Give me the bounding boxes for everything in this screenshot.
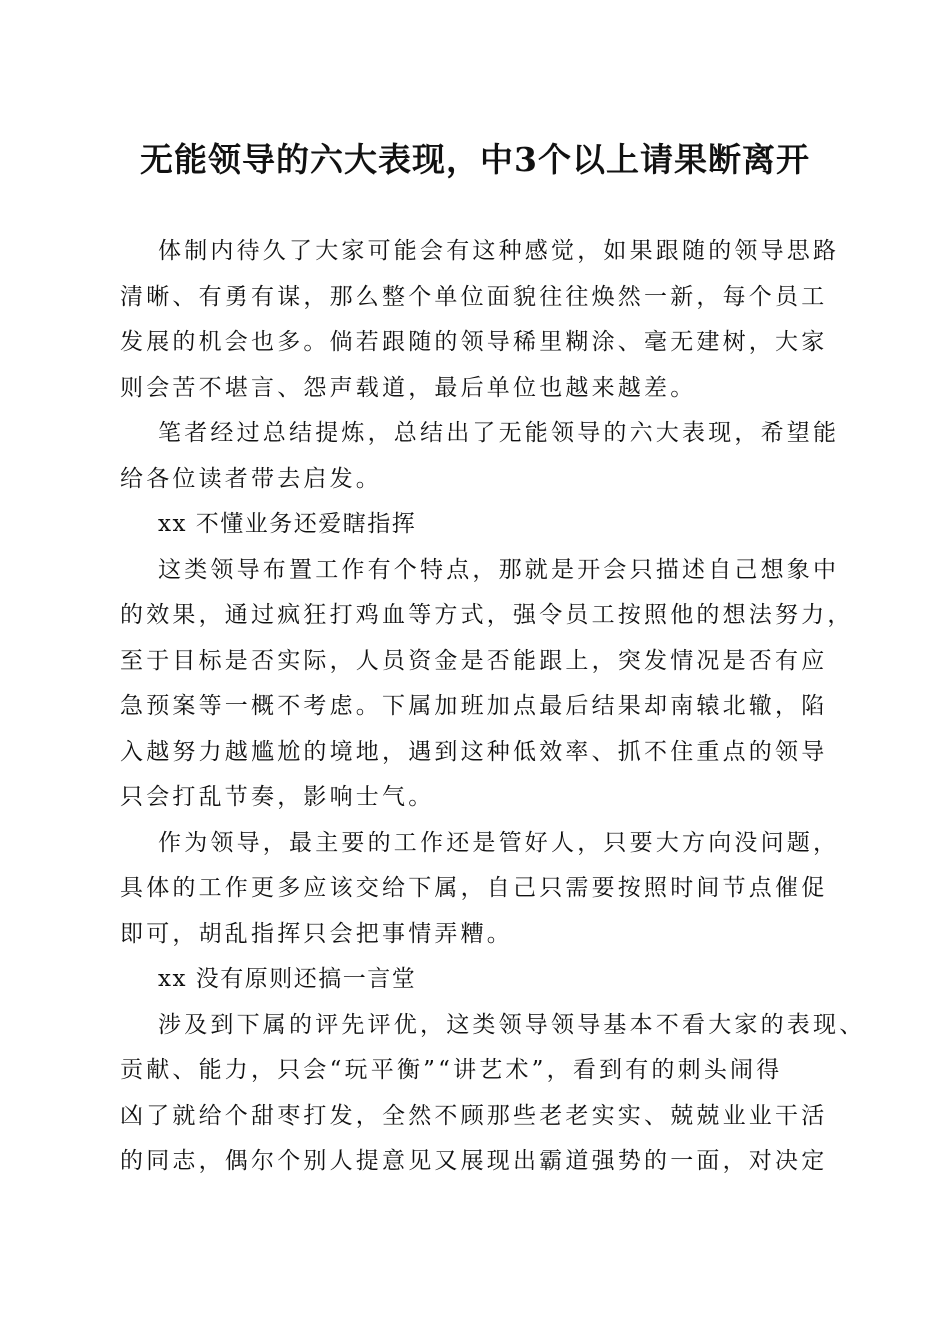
body-line: 体制内待久了大家可能会有这种感觉，如果跟随的领导思路 [158,238,840,264]
body-line: 急预案等一概不考虑。下属加班加点最后结果却南辕北辙，陷 [120,693,828,719]
document-body [120,229,866,1185]
body-line: 作为领导，最主要的工作还是管好人，只要大方向没问题， [158,829,840,856]
body-line: 笔者经过总结提炼，总结出了无能领导的六大表现，希望能 [158,420,840,446]
body-line: 入越努力越尴尬的境地，遇到这种低效率、抓不住重点的领导 [120,738,828,765]
body-line: 涉及到下属的评先评优，这类领导领导基本不看大家的表现、 [158,1011,866,1038]
body-line: 凶了就给个甜枣打发，全然不顾那些老老实实、兢兢业业干活 [120,1102,828,1129]
section-heading: xx 没有原则还搞一言堂 [158,966,417,992]
body-line: 的效果，通过疯狂打鸡血等方式，强令员工按照他的想法努力， [120,602,854,628]
section-heading: xx 不懂业务还爱瞎指挥 [158,511,417,537]
body-line: 的同志，偶尔个别人提意见又展现出霸道强势的一面，对决定 [120,1148,828,1174]
body-line: 给各位读者带去启发。 [120,465,382,492]
body-line: 即可，胡乱指挥只会把事情弄糟。 [120,920,513,947]
body-line: 至于目标是否实际，人员资金是否能跟上，突发情况是否有应 [120,647,828,674]
body-line: 贡献、能力，只会“玩平衡”“讲艺术”，看到有的刺头闹得 [120,1057,783,1083]
body-line: 具体的工作更多应该交给下属，自己只需要按照时间节点催促 [120,875,828,901]
body-line: 发展的机会也多。倘若跟随的领导稀里糊涂、毫无建树，大家 [120,329,828,355]
body-line: 只会打乱节奏，影响士气。 [120,784,435,810]
body-line: 则会苦不堪言、怨声载道，最后单位也越来越差。 [120,374,697,401]
body-line: 清晰、有勇有谋，那么整个单位面貌往往焕然一新，每个员工 [120,283,828,310]
body-line: 这类领导布置工作有个特点，那就是开会只描述自己想象中 [158,556,840,583]
document-title: 无能领导的六大表现，中3个以上请果断离开 [140,140,810,179]
